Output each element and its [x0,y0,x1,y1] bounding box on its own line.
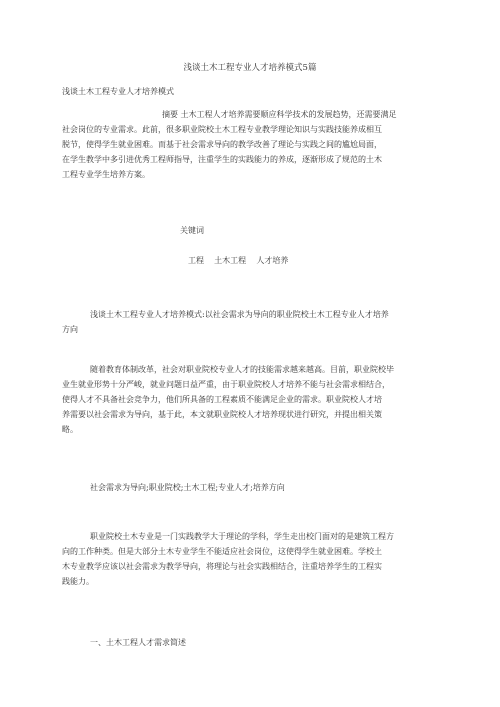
tags-line: 社会需求为导向;职业院校;土木工程;专业人才;培养方向 [90,483,285,492]
body-line: 木专业教学应该以社会需求为教学导向，将理论与社会实践相结合，注重培养学生的工程实 [62,562,382,571]
body-line: 向的工作种类。但是大部分土木专业学生不能适应社会岗位，这使得学生就业困难。学校土 [62,547,382,556]
abstract-line: 社会岗位的专业需求。此前，很多职业院校土木工程专业教学理论知识与实践技能养成相互 [62,125,382,134]
intro-line: 略。 [62,425,78,434]
abstract-line: 工程专业学生培养方案。 [62,170,150,179]
body-line: 践能力。 [62,577,94,586]
keywords-list: 工程 土木工程 人才培养 [188,256,289,265]
intro-line: 养需要以社会需求为导向，基于此，本文就职业院校人才培养现状进行研究，并提出相关策 [62,410,382,419]
abstract-paragraph [62,107,397,182]
section-title [62,307,389,337]
section-title-line: 方向 [62,325,78,334]
abstract-line: 脱节，使得学生就业困难。而基于社会需求导向的教学改善了理论与实践之间的尴尬局面， [62,140,382,149]
keywords-heading: 关键词 [180,226,204,235]
intro-line: 随着教育体制改革，社会对职业院校专业人才的技能需求越来越高。目前，职业院校毕 [90,365,394,374]
body-line: 职业院校土木专业是一门实践教学大于理论的学科，学生走出校门面对的是建筑工程方 [90,532,394,541]
section-heading-one: 一、土木工程人才需求简述 [90,638,186,647]
section-title-line: 浅谈土木工程专业人才培养模式:以社会需求为导向的职业院校土木工程专业人才培养 [90,310,389,319]
body-paragraph [62,529,394,589]
intro-line: 使得人才不具备社会竞争力，他们所具备的工程素质不能满足企业的需求。职业院校人才培 [62,395,382,404]
abstract-line: 摘要 土木工程人才培养需要顺应科学技术的发展趋势，还需要满足 [162,110,397,119]
document-title: 浅谈土木工程专业人才培养模式5篇 [183,63,317,73]
intro-paragraph [62,362,394,437]
intro-line: 业生就业形势十分严峻，就业问题日益严重，由于职业院校人才培养不能与社会需求相结合， [62,380,390,389]
abstract-line: 在学生教学中多引进优秀工程师指导，注重学生的实践能力的养成，逐渐形成了规范的土木 [62,155,382,164]
document-subtitle: 浅谈土木工程专业人才培养模式 [62,87,174,96]
